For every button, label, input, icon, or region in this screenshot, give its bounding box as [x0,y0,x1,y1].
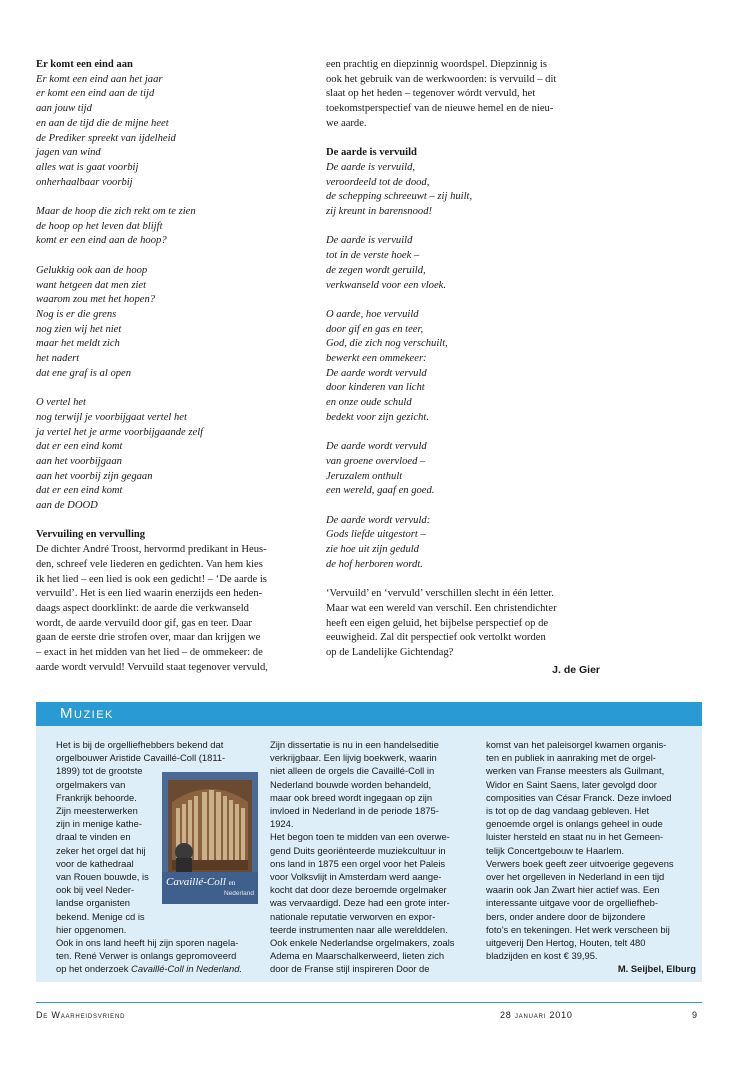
author-signature: J. de Gier [552,663,600,676]
book-cover-image [162,772,258,904]
text-line: Adema en Maarschalkerweerd, lieten zich [270,950,445,962]
article-paragraph [36,543,312,675]
poem-line: de Prediker spreekt van ijdelheid [36,132,176,144]
poem-line: en onze oude schuld [326,397,412,409]
poem-line: komt er een eind aan de hoop? [36,235,167,247]
text-line: Het begon toen te midden van een overwe- [270,831,450,843]
text-line: De dichter André Troost, hervormd predikant in Heus- [36,544,267,556]
left-column [36,58,312,675]
text-line: Maar wat een wereld van verschil. Een christendichter [326,602,557,614]
muziek-title: Muziek [60,705,114,722]
article-paragraph [326,58,600,132]
text-line: kocht dat door deze beroemde orgelmaker [270,884,447,896]
text-line: orgelbouwer Aristide Cavaillé-Coll (1811- [56,752,226,764]
text-line: Zijn dissertatie is nu in een handelseditie [270,739,439,750]
poem-line: De aarde wordt vervuld: [326,514,431,526]
text-line: verkrijgbaar. Een lijvig boekwerk, waarin [270,752,437,764]
poem-line: door gif en gas en teer, [326,323,424,335]
text-line: op het onderzoek Cavaillé-Coll in Nederland. [56,963,243,975]
poem-line: een wereld, gaaf en goed. [326,485,435,497]
muziek-header [36,702,702,726]
text-line: zijn in menige kathe- [56,818,142,830]
poem-title: De aarde is vervuild [326,147,417,159]
poem-line: O aarde, hoe vervuild [326,308,419,320]
poem-stanza [326,440,600,499]
poem-line: de hoop op het leven dat blijft [36,220,163,232]
poem-line: want hetgeen dat men ziet [36,279,147,291]
text-line: Ook in ons land heeft hij zijn sporen nagela- [56,937,239,949]
text-line: ook het gebruik van de werkwoorden: ís vervuild – dit [326,73,557,85]
text-line: hier opgenomen. [56,923,127,935]
text-line: interessante uitgave voor de orgelliefheb- [486,897,658,909]
text-line: Het is bij de orgelliefhebbers bekend dat [56,739,224,750]
text-line: teerde instrumenten naar alle werelddelen. [270,923,448,935]
text-line: 1899) tot de grootste [56,765,143,777]
poem-line: bewerkt een ommekeer: [326,353,427,365]
text-line: maar ook breed wordt ingegaan op zijn [270,791,433,803]
muziek-signature: M. Seijbel, Elburg [617,963,696,975]
poem-stanza [326,161,600,220]
poem-line: onherhaalbaar voorbij [36,176,133,188]
text-line: eeuwigheid. Zal dit perspectief ook vertolkt worden [326,632,546,644]
poem-line: De aarde wordt vervuld [326,441,427,453]
poem-line: De aarde is vervuild, [326,161,416,173]
text-line: 1924. [270,818,294,830]
poem-line: Nog is er die grens [36,308,117,320]
text-line: daags aspect doorklinkt: de aarde die verkwanseld [36,602,249,614]
page-number: 9 [692,1010,698,1020]
poem-line: waarom zou met het hopen? [36,294,156,306]
footer-rule [36,1002,702,1003]
poem-line: Er komt een eind aan het jaar [36,73,163,85]
poem-line: de schepping schreeuwt – zij huilt, [326,191,473,203]
text-line: ten en publiek in aanraking met de orgel- [486,752,656,764]
poem-line: aan het voorbijgaan [36,455,122,467]
text-line: we aarde. [326,117,367,129]
text-line: toekomstperspectief van de nieuwe hemel en de nieu- [326,103,554,115]
poem-line: Maar de hoop die zich rekt om te zien [36,206,196,218]
poem-stanza [36,73,312,191]
text-line: heeft een eigen geluid, het bijbelse perspectief op de [326,617,549,629]
text-line: gend Duits georiënteerde muziekcultuur in [270,844,446,856]
text-line: vervuild’. Het is een lied waarin enerzijds een heden- [36,588,263,600]
poem-line: van groene overvloed – [326,455,426,467]
poem-line: nog zien wij het niet [36,323,122,335]
text-line: uitgeverij Den Hertog, Houten, telt 480 [486,937,646,949]
text-line: niet alleen de orgels die Cavaillé-Coll in [270,765,435,777]
poem-line: dat ene graf is al open [36,367,132,379]
text-line: landse organisten [56,897,131,909]
text-line: telijk Concertgebouw te Haarlem. [486,844,625,856]
poem-stanza [36,396,312,514]
poem-line: Gods liefde uitgestort – [326,529,426,541]
text-line: op de Landelijke Gichtendag? [326,647,454,659]
poem-line: De aarde is vervuild [326,235,413,247]
poem-line: Gelukkig ook aan de hoop [36,264,148,276]
text-line: Nederland bouwde worden behandeld, [270,778,432,790]
poem-line: alles wat is gaat voorbij [36,161,139,173]
poem-line: aan het voorbij zijn gegaan [36,470,153,482]
book-cover-subtitle: Nederland [224,890,254,897]
text-line: van Rouen bouwde, is [56,871,149,883]
text-line: draal te vinden en [56,831,131,843]
text-line: composities van César Franck. Deze invloed [486,791,672,803]
text-line: door de Franse stijl inspireren Door de [270,963,430,975]
poem-line: aan de DOOD [36,500,98,512]
text-line: orgelmakers van [56,778,126,790]
muziek-paragraph [486,738,696,962]
text-line: voor Volksvlijt in Amsterdam werd aange- [270,871,442,883]
text-line: invloed in Nederland in de periode 1875- [270,805,439,817]
text-line: ten. René Verwer is onlangs gepromoveerd [56,950,237,962]
text-line: bers, onder andere door de bijzondere [486,910,646,922]
poem-line: nog terwijl je voorbijgaat vertel het [36,411,187,423]
text-line: slaat op het heden – tegenover wórdt vervuld, het [326,88,536,100]
footer-publication: De Waarheidsvriend [36,1010,126,1020]
text-line: Ook enkele Nederlandse orgelmakers, zoals [270,937,455,949]
text-line: voor de kathedraal [56,857,134,869]
poem-body [36,73,312,514]
muziek-column-3 [486,738,696,976]
right-column [326,58,600,677]
text-line: werken van Franse meesters als Guilmant, [486,765,665,777]
poem-line: maar het meldt zich [36,338,120,350]
poem-line: dat er een eind komt [36,485,123,497]
poem-line: zie hoe uit zijn geduld [326,544,419,556]
text-line: Zijn meesterwerken [56,805,138,817]
poem-line: de hof herboren wordt. [326,558,423,570]
poem-line: Jeruzalem onthult [326,470,403,482]
poem-line: er komt een eind aan de tijd [36,88,155,100]
muziek-column-2 [270,738,482,976]
poem-line: O vertel het [36,397,87,409]
poem-line: De aarde wordt vervuld [326,367,427,379]
poem-stanza [326,308,600,426]
poem-line: zij kreunt in barensnood! [326,206,433,218]
text-line: Verwers boek geeft zeer uitvoerige gegevens [486,857,674,869]
poem-stanza [36,205,312,249]
muziek-paragraph [270,738,482,976]
text-line: is tot op de dag vandaag gebleven. Het [486,805,650,817]
text-line: wordt, de aarde vervuild door gif, gas en teer. Daar [36,617,252,629]
text-line: den, schreef vele liederen en gedichten. Van hem kies [36,558,263,570]
text-line: komst van het paleisorgel kwamen organis- [486,739,667,750]
poem-line: aan jouw tijd [36,103,92,115]
poem-line: tot in de verste hoek – [326,250,420,262]
text-line: ons land in 1875 een orgel voor het Paleis [270,857,446,869]
text-line: ook bij veel Neder- [56,884,135,896]
poem-line: God, die zich nog verschuilt, [326,338,448,350]
poem-line: jagen van wind [36,147,101,159]
poem-line: het nadert [36,353,80,365]
poem-line: veroordeeld tot de dood, [326,176,430,188]
text-line: luister hersteld en staat nu in het Gemeen- [486,831,664,843]
text-line: ‘Vervuild’ en ‘vervuld’ verschillen slecht in één letter. [326,588,554,600]
text-line: – exact in het midden van het lied – de ommekeer: de [36,647,263,659]
muziek-box [36,702,702,982]
text-line: nationale reputatie verworven en expor- [270,910,436,922]
poem-stanza [326,514,600,573]
text-line: een prachtig en diepzinnig woordspel. Diepzinnig is [326,59,547,70]
poem-body [326,161,600,573]
poem-line: ja vertel het je arme voorbijgaande zelf [36,426,204,438]
text-line: genoemde orgel is onlangs geheel in oude [486,818,663,830]
text-line: over het orgelleven in Nederland in een tijd [486,871,665,883]
poem-line: en aan de tijd die de mijne heet [36,117,169,129]
text-line: zeker het orgel dat hij [56,844,146,856]
text-line: aarde wordt vervuld! Vervuild staat tegenover vervuld, [36,661,268,673]
text-line: Widor en Saint Saens, later gevolgd door [486,778,657,790]
text-line: bekend. Menige cd is [56,910,145,922]
article-paragraph [326,587,600,661]
text-line: foto’s en tekeningen. Het werk verscheen bij [486,923,670,935]
poem-line: de zegen wordt geruild, [326,264,426,276]
poem-stanza [326,234,600,293]
book-title-reference: Cavaillé-Coll in Nederland. [128,963,243,975]
footer-date: 28 januari 2010 [500,1010,573,1020]
text-line: waarin ook Jan Zwart hier actief was. Een [486,884,660,896]
section-heading: Vervuiling en vervulling [36,529,146,541]
poem-line: bedekt voor zijn gezicht. [326,411,429,423]
text-line: ik het lied – een lied is ook een gedicht! – ‘De aarde is [36,573,267,585]
poem-line: door kinderen van licht [326,382,425,394]
poem-stanza [36,264,312,382]
poem-line: verkwanseld voor een vloek. [326,279,447,291]
text-line: Frankrijk behoorde. [56,791,137,803]
poem-title: Er komt een eind aan [36,59,133,70]
text-line: gaan de eerste drie strofen over, maar dan krijgen we [36,632,261,644]
text-line: was vervaardigd. Deze had een grote inter- [270,897,450,909]
book-cover-title: Cavaillé-Coll en [166,876,236,888]
text-line: bladzijden en kost € 39,95. [486,950,598,962]
poem-line: dat er een eind komt [36,441,123,453]
